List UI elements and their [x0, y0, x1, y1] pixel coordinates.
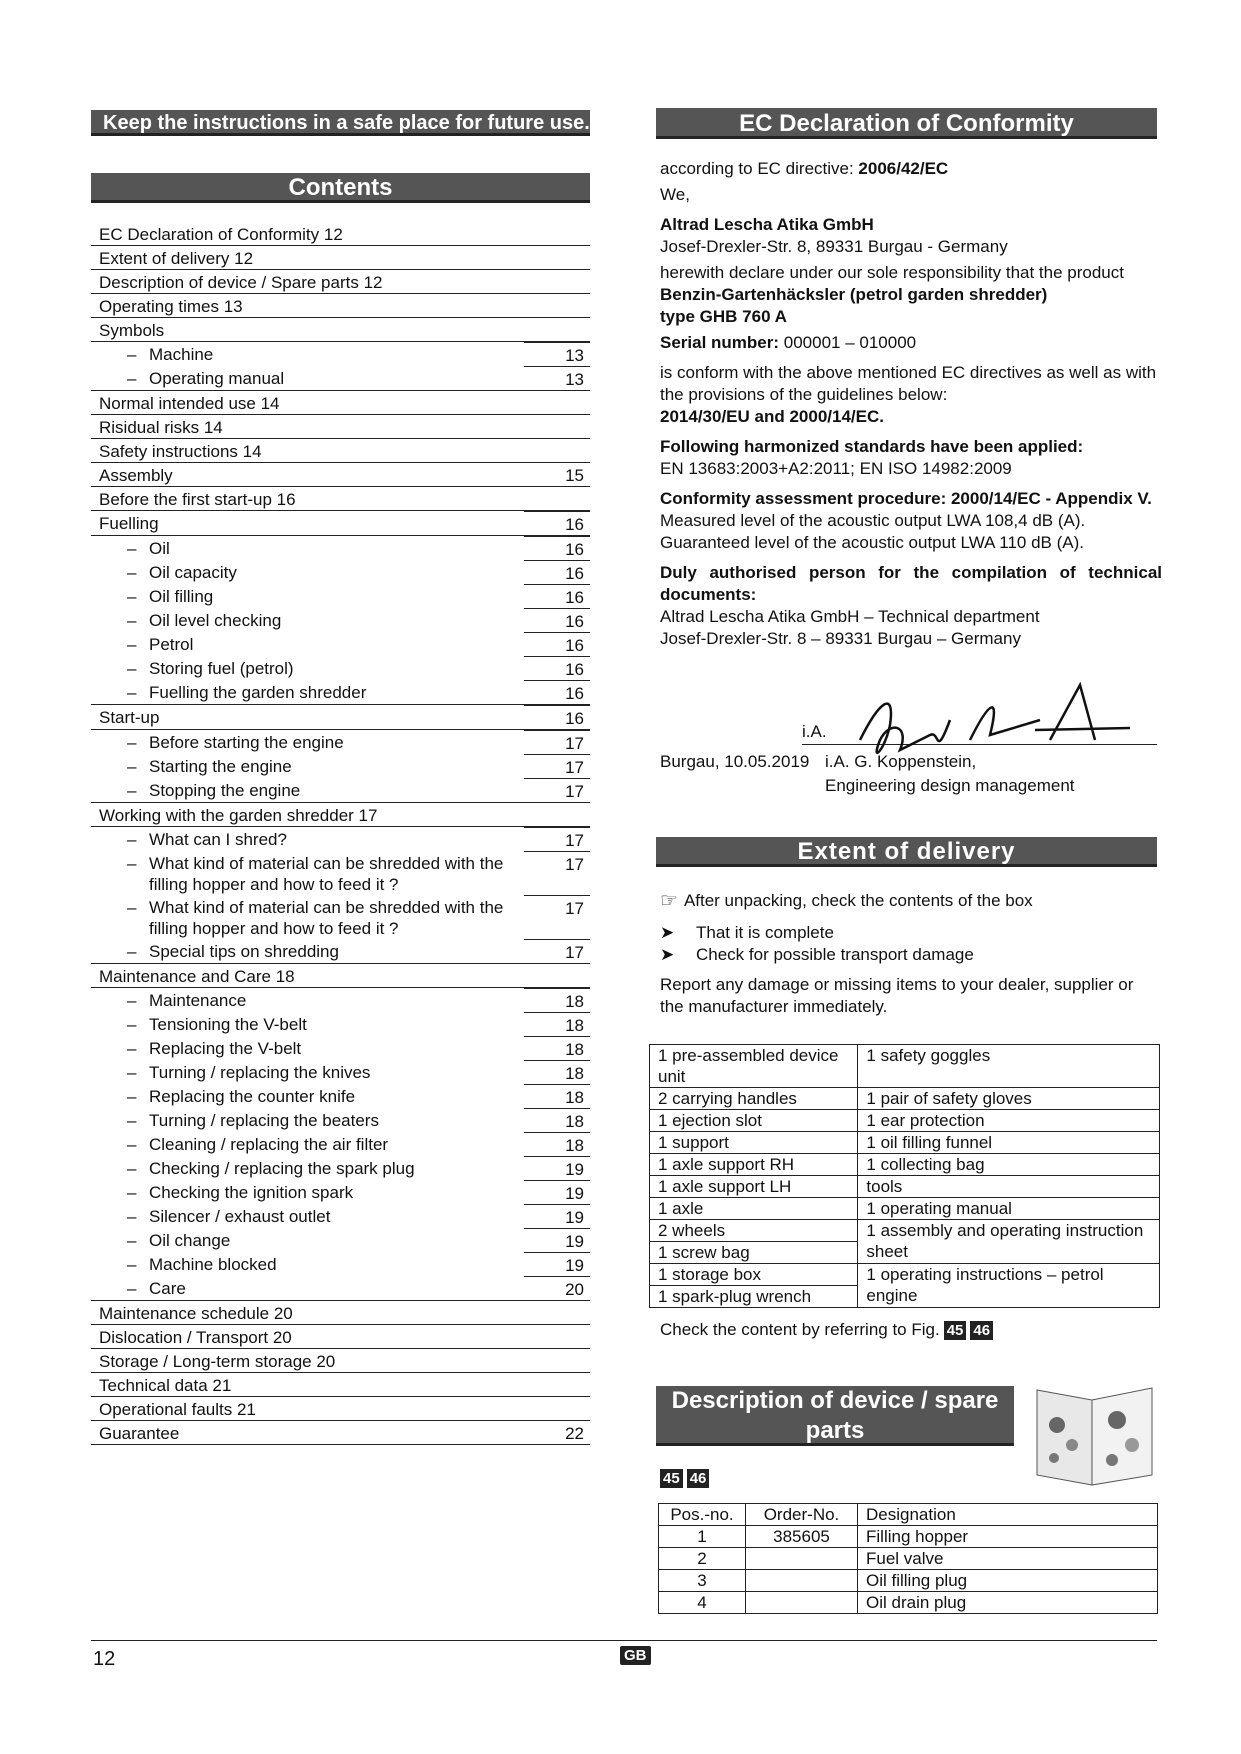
table-cell: 1 collecting bag [858, 1154, 1160, 1176]
footer-divider [91, 1640, 1157, 1641]
language-badge: GB [620, 1646, 651, 1665]
toc-row [91, 1421, 590, 1445]
toc-entry-title: – Turning / replacing the beaters [127, 1111, 379, 1130]
dash-bullet: – [127, 1063, 137, 1082]
toc-page-number: 16 [524, 560, 590, 584]
toc-page-number: 18 [524, 1108, 590, 1132]
table-row [650, 1176, 1160, 1198]
table-cell: Fuel valve [858, 1548, 1158, 1570]
toc-entry-title: Storage / Long-term storage 20 [99, 1352, 336, 1371]
keep-instructions-banner: Keep the instructions in a safe place for future use. [91, 110, 590, 136]
toc-row [91, 391, 590, 415]
table-cell: 2 carrying handles [650, 1088, 858, 1110]
ec-declaration-heading: EC Declaration of Conformity [656, 108, 1157, 139]
toc-entry-title: – Replacing the V-belt [127, 1039, 302, 1058]
table-row [650, 1220, 1160, 1242]
toc-page-number: 19 [524, 1156, 590, 1180]
dash-bullet: – [127, 1159, 137, 1178]
dash-bullet: – [127, 1135, 137, 1154]
table-cell: Oil drain plug [858, 1592, 1158, 1614]
contents-heading: Contents [91, 173, 590, 203]
directive-prefix: according to EC directive: [660, 159, 859, 178]
toc-row [91, 656, 590, 680]
table-row [650, 1045, 1160, 1088]
toc-page-number: 16 [524, 608, 590, 632]
description-heading: Description of device / spare parts [656, 1386, 1014, 1446]
toc-row [91, 439, 590, 463]
toc-row [91, 988, 590, 1012]
toc-entry-title: – Checking the ignition spark [127, 1183, 354, 1202]
dash-bullet: – [127, 1255, 137, 1274]
dash-bullet: – [127, 1207, 137, 1226]
company-name: Altrad Lescha Atika GmbH [660, 215, 874, 234]
toc-entry-title: Maintenance schedule 20 [99, 1304, 293, 1323]
table-row [650, 1110, 1160, 1132]
place-date: Burgau, 10.05.2019 [660, 752, 810, 771]
dash-bullet: – [127, 757, 137, 776]
toc-row [91, 705, 590, 730]
toc-row [91, 939, 590, 964]
toc-entry-title: Extent of delivery 12 [99, 249, 254, 268]
toc-row [91, 318, 590, 342]
toc-entry-title: – What kind of material can be shredded with the filling hopper and how to feed it ? [127, 898, 504, 938]
toc-page-number [524, 415, 590, 417]
toc-page-number: 17 [524, 895, 590, 919]
toc-entry-title: Dislocation / Transport 20 [99, 1328, 292, 1347]
table-cell: 1 axle support LH [650, 1176, 858, 1198]
toc-entry-title: Working with the garden shredder 17 [99, 806, 378, 825]
toc-page-number: 18 [524, 1012, 590, 1036]
signature-block [660, 690, 1160, 800]
standards-title: Following harmonized standards have been applied: [660, 437, 1084, 456]
table-row [650, 1088, 1160, 1110]
table-cell: Oil filling plug [858, 1570, 1158, 1592]
dash-bullet: – [127, 1231, 137, 1250]
table-cell: 1 storage box [650, 1264, 858, 1286]
toc-page-number [524, 1373, 590, 1375]
toc-page-number: 18 [524, 1084, 590, 1108]
toc-page-number: 19 [524, 1228, 590, 1252]
toc-row [91, 1036, 590, 1060]
table-cell: 1 ejection slot [650, 1110, 858, 1132]
toc-entry-title: – Maintenance [127, 991, 247, 1010]
toc-entry-title: – Special tips on shredding [127, 942, 339, 961]
toc-row [91, 270, 590, 294]
product-type: type GHB 760 A [660, 307, 787, 326]
table-row [650, 1264, 1160, 1286]
toc-row [91, 294, 590, 318]
description-figure-refs [660, 1469, 709, 1488]
table-row [659, 1548, 1158, 1570]
toc-entry-title: – Starting the engine [127, 757, 292, 776]
spare-parts-table [658, 1503, 1158, 1614]
toc-page-number [524, 487, 590, 489]
toc-page-number: 16 [524, 680, 590, 704]
table-row [659, 1526, 1158, 1548]
unpack-note: After unpacking, check the contents of the box [683, 891, 1033, 910]
toc-entry-title: – Stopping the engine [127, 781, 301, 800]
toc-row [91, 827, 590, 851]
toc-entry-title: – Oil capacity [127, 563, 237, 582]
toc-page-number [524, 270, 590, 272]
toc-page-number: 16 [524, 656, 590, 680]
toc-page-number: 22 [565, 1424, 584, 1443]
table-cell: 2 wheels [650, 1220, 858, 1242]
table-cell [746, 1570, 858, 1592]
table-cell: 4 [659, 1592, 746, 1614]
dash-bullet: – [127, 683, 137, 702]
toc-row [91, 1252, 590, 1276]
toc-entry-title: Guarantee [99, 1424, 180, 1443]
toc-page-number [524, 1349, 590, 1351]
arrow-bullet-icon: ➤ [660, 923, 675, 942]
toc-row [91, 680, 590, 705]
signatory: i.A. G. Koppenstein, [825, 752, 977, 771]
check-list [660, 922, 1160, 966]
toc-row [91, 366, 590, 391]
table-cell: 1 support [650, 1132, 858, 1154]
toc-row [91, 754, 590, 778]
toc-page-number: 18 [524, 1132, 590, 1156]
toc-entry-title: Normal intended use 14 [99, 394, 280, 413]
manual-booklet-image [1032, 1380, 1158, 1490]
check-figure-note: Check the content by referring to Fig. 45 46 [660, 1320, 993, 1340]
toc-row [91, 964, 590, 988]
table-of-contents [91, 222, 590, 1445]
table-cell: 1 ear protection [858, 1110, 1160, 1132]
toc-row [91, 536, 590, 560]
table-cell: 3 [659, 1570, 746, 1592]
toc-row [91, 1204, 590, 1228]
toc-page-number: 20 [524, 1276, 590, 1300]
directive: 2006/42/EC [858, 159, 949, 178]
toc-page-number: 17 [524, 939, 590, 963]
table-cell [746, 1592, 858, 1614]
toc-row [91, 632, 590, 656]
dash-bullet: – [127, 1183, 137, 1202]
table-cell: tools [858, 1176, 1160, 1198]
toc-page-number [524, 964, 590, 966]
toc-page-number: 17 [524, 851, 590, 875]
toc-row [91, 1060, 590, 1084]
toc-row [91, 222, 590, 246]
authorised-title: Duly authorised person for the compilation of technical documents: [660, 563, 1162, 604]
toc-row [91, 1349, 590, 1373]
figure-ref: 46 [687, 1469, 710, 1488]
toc-page-number: 17 [524, 730, 590, 754]
product-name: Benzin-Gartenhäcksler (petrol garden shredder) [660, 285, 1048, 304]
dash-bullet: – [127, 659, 137, 678]
toc-row [91, 1108, 590, 1132]
toc-page-number: 17 [524, 827, 590, 851]
toc-row [91, 342, 590, 366]
column-header: Designation [858, 1504, 1158, 1526]
toc-page-number: 16 [524, 584, 590, 608]
ia-top: i.A. [802, 722, 827, 741]
toc-entry-title: Technical data 21 [99, 1376, 232, 1395]
toc-entry-title: – Oil filling [127, 587, 214, 606]
toc-entry-title: – Tensioning the V-belt [127, 1015, 307, 1034]
table-cell: 1 axle [650, 1198, 858, 1220]
toc-entry-title: – Care [127, 1279, 186, 1298]
conform-text: is conform with the above mentioned EC directives as well as with the provisions of the guidelines below: [660, 363, 1157, 404]
toc-page-number [524, 391, 590, 393]
dash-bullet: – [127, 635, 137, 654]
toc-entry-title: Safety instructions 14 [99, 442, 262, 461]
page-number: 12 [93, 1648, 116, 1670]
column-header: Pos.-no. [659, 1504, 746, 1526]
toc-entry-title: – Oil [127, 539, 170, 558]
dash-bullet: – [127, 369, 137, 388]
table-cell: 2 [659, 1548, 746, 1570]
toc-row [91, 608, 590, 632]
toc-row [91, 487, 590, 511]
toc-page-number [524, 1397, 590, 1399]
toc-entry-title: – Before starting the engine [127, 733, 344, 752]
table-cell: 1 pre-assembled device unit [650, 1045, 858, 1088]
toc-page-number [524, 318, 590, 320]
toc-page-number: 18 [524, 1036, 590, 1060]
tech-address: Josef-Drexler-Str. 8 – 89331 Burgau – Germany [660, 629, 1021, 648]
signatory-role: Engineering design management [825, 776, 1075, 795]
serial-label: Serial number: [660, 333, 784, 352]
table-row [659, 1592, 1158, 1614]
list-item: ➤ Check for possible transport damage [660, 945, 974, 964]
table-cell: 1 axle support RH [650, 1154, 858, 1176]
toc-entry-title: Operating times 13 [99, 297, 243, 316]
toc-row [91, 1228, 590, 1252]
figure-ref: 46 [970, 1321, 993, 1340]
toc-row [91, 803, 590, 827]
dash-bullet: – [127, 733, 137, 752]
toc-page-number [524, 1301, 590, 1303]
table-cell: Filling hopper [858, 1526, 1158, 1548]
table-row [650, 1198, 1160, 1220]
toc-entry-title: Maintenance and Care 18 [99, 967, 295, 986]
toc-page-number: 18 [524, 988, 590, 1012]
table-cell: 1 oil filling funnel [858, 1132, 1160, 1154]
toc-page-number [524, 1325, 590, 1327]
company-address: Josef-Drexler-Str. 8, 89331 Burgau - Germany [660, 237, 1008, 256]
toc-row [91, 415, 590, 439]
dash-bullet: – [127, 781, 137, 800]
toc-page-number: 17 [524, 754, 590, 778]
toc-entry-title: Symbols [99, 321, 165, 340]
table-cell: 1 safety goggles [858, 1045, 1160, 1088]
toc-page-number: 19 [524, 1252, 590, 1276]
dash-bullet: – [127, 563, 137, 582]
toc-page-number: 17 [524, 778, 590, 802]
toc-page-number: 19 [524, 1180, 590, 1204]
toc-entry-title: Assembly [99, 466, 173, 485]
arrow-bullet-icon: ➤ [660, 945, 675, 964]
column-header: Order-No. [746, 1504, 858, 1526]
list-item: ➤ That it is complete [660, 923, 834, 942]
toc-row [91, 1132, 590, 1156]
toc-page-number: 16 [524, 536, 590, 560]
ec-declaration-body [660, 158, 1162, 658]
toc-entry-title: – Turning / replacing the knives [127, 1063, 371, 1082]
procedure-title: Conformity assessment procedure: 2000/14/EC - Appendix V. [660, 489, 1152, 508]
toc-entry-title: – Oil level checking [127, 611, 282, 630]
toc-entry-title: – Replacing the counter knife [127, 1087, 356, 1106]
table-cell: 1 pair of safety gloves [858, 1088, 1160, 1110]
toc-page-number: 18 [524, 1060, 590, 1084]
dash-bullet: – [127, 1039, 137, 1058]
table-cell: 1 assembly and operating instruction sheet [858, 1220, 1160, 1264]
toc-row [91, 1373, 590, 1397]
measured-level: Measured level of the acoustic output LWA 108,4 dB (A). [660, 511, 1086, 530]
toc-row [91, 584, 590, 608]
toc-page-number: 15 [565, 466, 584, 485]
figure-ref: 45 [944, 1321, 967, 1340]
dash-bullet: – [127, 830, 137, 849]
toc-row [91, 1156, 590, 1180]
table-row [650, 1154, 1160, 1176]
toc-entry-title: EC Declaration of Conformity 12 [99, 225, 343, 244]
toc-row [91, 1397, 590, 1421]
toc-entry-title: Operational faults 21 [99, 1400, 256, 1419]
dash-bullet: – [127, 611, 137, 630]
toc-row [91, 1084, 590, 1108]
pointing-hand-icon: ☞ [660, 890, 678, 912]
toc-entry-title: – Oil change [127, 1231, 231, 1250]
toc-entry-title: Before the first start-up 16 [99, 490, 296, 509]
toc-page-number [524, 246, 590, 248]
tech-department: Altrad Lescha Atika GmbH – Technical department [660, 607, 1040, 626]
toc-row [91, 851, 590, 895]
toc-entry-title: – Cleaning / replacing the air filter [127, 1135, 389, 1154]
dash-bullet: – [127, 854, 137, 873]
report-text: Report any damage or missing items to your dealer, supplier or the manufacturer immediately. [660, 975, 1134, 1016]
toc-entry-title: – Silencer / exhaust outlet [127, 1207, 331, 1226]
toc-entry-title: – Machine [127, 345, 214, 364]
toc-row [91, 560, 590, 584]
toc-entry-title: Start-up [99, 708, 160, 727]
extent-of-delivery-body [660, 890, 1160, 1018]
toc-entry-title: – Checking / replacing the spark plug [127, 1159, 415, 1178]
toc-entry-title: – What kind of material can be shredded with the filling hopper and how to feed it ? [127, 854, 504, 894]
table-cell: 385605 [746, 1526, 858, 1548]
toc-row [91, 511, 590, 536]
table-cell: 1 operating instructions – petrol engine [858, 1264, 1160, 1308]
toc-entry-title: – Fuelling the garden shredder [127, 683, 367, 702]
dash-bullet: – [127, 991, 137, 1010]
toc-row [91, 463, 590, 487]
toc-row [91, 1276, 590, 1301]
table-row [650, 1132, 1160, 1154]
toc-page-number [524, 294, 590, 296]
extent-of-delivery-heading: Extent of delivery [656, 837, 1157, 867]
dash-bullet: – [127, 898, 137, 917]
guidelines: 2014/30/EU and 2000/14/EC. [660, 407, 884, 426]
toc-row [91, 1012, 590, 1036]
table-cell: 1 spark-plug wrench [650, 1286, 858, 1308]
toc-page-number: 13 [524, 342, 590, 366]
toc-entry-title: – Machine blocked [127, 1255, 277, 1274]
toc-row [91, 1325, 590, 1349]
dash-bullet: – [127, 1111, 137, 1130]
figure-ref: 45 [660, 1469, 683, 1488]
toc-entry-title: Fuelling [99, 514, 159, 533]
toc-entry-title: – Storing fuel (petrol) [127, 659, 294, 678]
toc-row [91, 778, 590, 803]
declare-text: herewith declare under our sole responsibility that the product [660, 263, 1124, 282]
toc-entry-title: Description of device / Spare parts 12 [99, 273, 383, 292]
toc-row [91, 895, 590, 939]
we-text: We, [660, 185, 690, 204]
toc-row [91, 1180, 590, 1204]
serial-number: 000001 – 010000 [783, 333, 917, 352]
toc-row [91, 730, 590, 754]
table-cell [746, 1548, 858, 1570]
toc-row [91, 1301, 590, 1325]
dash-bullet: – [127, 1279, 137, 1298]
toc-entry-title: – What can I shred? [127, 830, 287, 849]
toc-page-number: 16 [524, 632, 590, 656]
table-row [659, 1570, 1158, 1592]
toc-page-number [524, 803, 590, 805]
toc-entry-title: – Petrol [127, 635, 194, 654]
delivery-contents-table [649, 1044, 1160, 1308]
table-cell: 1 [659, 1526, 746, 1548]
toc-entry-title: – Operating manual [127, 369, 285, 388]
dash-bullet: – [127, 1015, 137, 1034]
dash-bullet: – [127, 345, 137, 364]
table-cell: 1 operating manual [858, 1198, 1160, 1220]
dash-bullet: – [127, 587, 137, 606]
dash-bullet: – [127, 942, 137, 961]
dash-bullet: – [127, 1087, 137, 1106]
toc-page-number [524, 222, 590, 224]
toc-row [91, 246, 590, 270]
toc-entry-title: Risidual risks 14 [99, 418, 223, 437]
toc-page-number: 13 [524, 366, 590, 390]
toc-page-number [524, 439, 590, 441]
toc-page-number: 16 [524, 705, 590, 729]
dash-bullet: – [127, 539, 137, 558]
guaranteed-level: Guaranteed level of the acoustic output LWA 110 dB (A). [660, 533, 1084, 552]
table-cell: 1 screw bag [650, 1242, 858, 1264]
toc-page-number: 19 [524, 1204, 590, 1228]
standards: EN 13683:2003+A2:2011; EN ISO 14982:2009 [660, 459, 1012, 478]
toc-page-number: 16 [524, 511, 590, 535]
